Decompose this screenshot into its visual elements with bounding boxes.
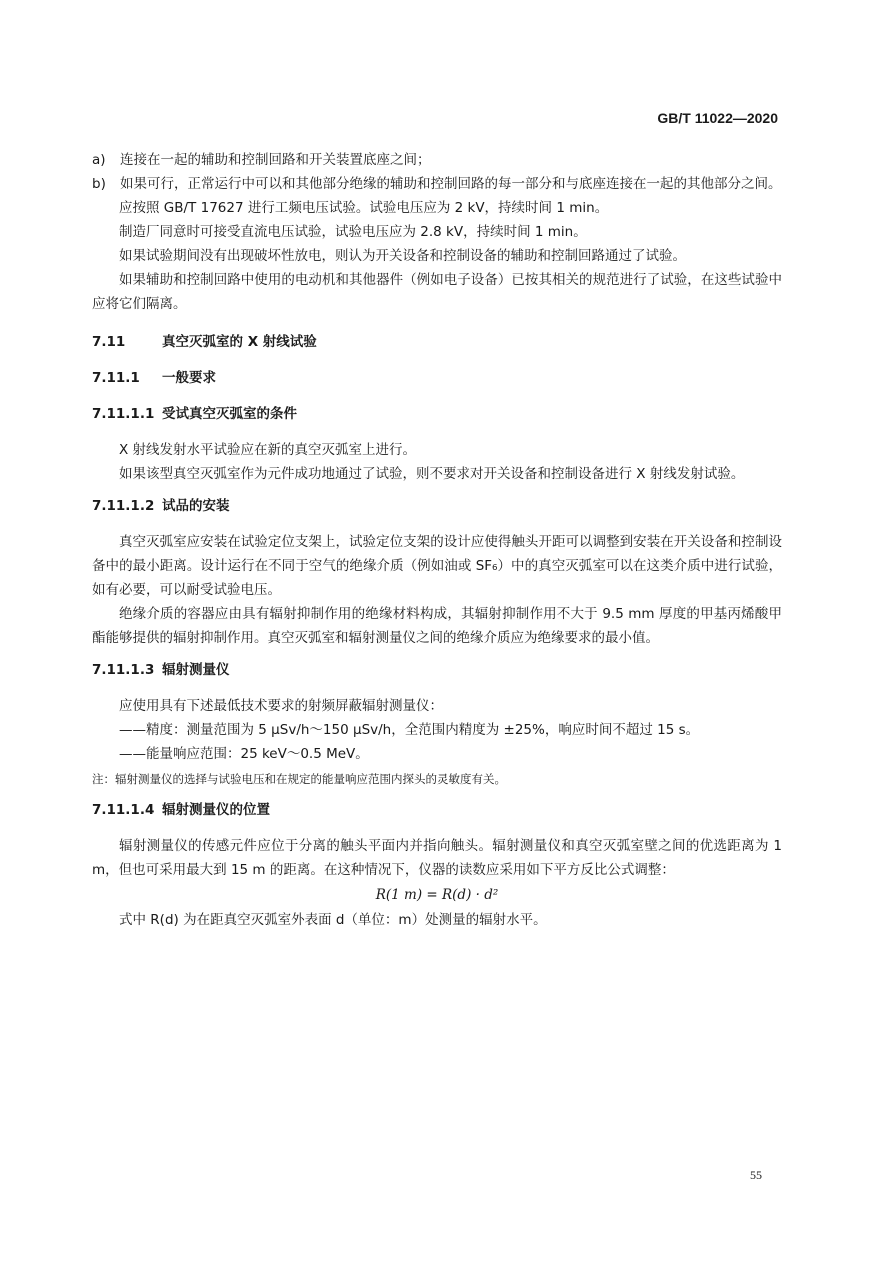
section-heading-7-11-1-4 — [92, 798, 782, 822]
section-number: 7.11.1.3 — [92, 662, 155, 678]
section-number: 7.11.1.2 — [92, 498, 155, 514]
standard-code: GB/T 11022—2020 — [657, 110, 778, 126]
formula: R(1 m) = R(d) · d² — [375, 887, 499, 903]
section-heading-7-11 — [92, 330, 782, 354]
section-title: 真空灭弧室的 X 射线试验 — [162, 334, 317, 350]
section-heading-7-11-1-1 — [92, 402, 782, 426]
requirement-item: ——能量响应范围：25 keV～0.5 MeV。 — [119, 746, 369, 762]
note: 注：辐射测量仪的选择与试验电压和在规定的能量响应范围内探头的灵敏度有关。 — [92, 772, 506, 786]
list-text: 如果可行，正常运行中可以和其他部分绝缘的辅助和控制回路的每一部分和与底座连接在一起的其他部分之间。 — [120, 176, 782, 192]
paragraph: 应使用具有下述最低技术要求的射频屏蔽辐射测量仪： — [119, 698, 443, 714]
paragraph: 真空灭弧室应安装在试验定位支架上，试验定位支架的设计应使得触头开距可以调整到安装在开关设备和控制设备中的最小距离。设计运行在不同于空气的绝缘介质（例如油或 SF₆）中的真空灭弧室可以在这类介质中进行试验，如有必要，可以耐受试验电压。 — [92, 534, 782, 598]
document-body — [92, 148, 782, 932]
section-title: 受试真空灭弧室的条件 — [162, 406, 297, 422]
paragraph: 辐射测量仪的传感元件应位于分离的触头平面内并指向触头。辐射测量仪和真空灭弧室壁之间的优选距离为 1 m，但也可采用最大到 15 m 的距离。在这种情况下，仪器的读数应采用如下平方反比公式调整： — [92, 838, 782, 878]
section-heading-7-11-1-3 — [92, 658, 782, 682]
paragraph: 如果该型真空灭弧室作为元件成功地通过了试验，则不要求对开关设备和控制设备进行 X 射线发射试验。 — [119, 466, 745, 482]
section-number: 7.11.1 — [92, 370, 140, 386]
section-title: 辐射测量仪的位置 — [162, 802, 270, 818]
paragraph: X 射线发射水平试验应在新的真空灭弧室上进行。 — [119, 442, 417, 458]
section-number: 7.11.1.1 — [92, 406, 155, 422]
list-marker: b) — [92, 176, 106, 192]
section-number: 7.11 — [92, 334, 126, 350]
paragraph: 制造厂同意时可接受直流电压试验，试验电压应为 2.8 kV，持续时间 1 min。 — [119, 224, 587, 240]
paragraph: 应按照 GB/T 17627 进行工频电压试验。试验电压应为 2 kV，持续时间 1 min。 — [119, 200, 609, 216]
paragraph: 如果辅助和控制回路中使用的电动机和其他器件（例如电子设备）已按其相关的规范进行了试验，在这些试验中应将它们隔离。 — [92, 272, 782, 312]
requirement-item: ——精度：测量范围为 5 μSv/h～150 μSv/h，全范围内精度为 ±25%，响应时间不超过 15 s。 — [119, 722, 700, 738]
list-marker: a) — [92, 152, 106, 168]
page-number: 55 — [750, 1168, 762, 1182]
list-item-b — [92, 172, 782, 196]
paragraph: 绝缘介质的容器应由具有辐射抑制作用的绝缘材料构成，其辐射抑制作用不大于 9.5 mm 厚度的甲基丙烯酸甲酯能够提供的辐射抑制作用。真空灭弧室和辐射测量仪之间的绝缘介质应为绝缘要求的最小值。 — [92, 606, 782, 646]
section-title: 试品的安装 — [162, 498, 230, 514]
list-item-a — [92, 148, 782, 172]
section-heading-7-11-1 — [92, 366, 782, 390]
section-title: 一般要求 — [162, 370, 216, 386]
section-heading-7-11-1-2 — [92, 494, 782, 518]
paragraph: 如果试验期间没有出现破坏性放电，则认为开关设备和控制设备的辅助和控制回路通过了试验。 — [119, 248, 686, 264]
section-title: 辐射测量仪 — [162, 662, 230, 678]
section-number: 7.11.1.4 — [92, 802, 155, 818]
list-text: 连接在一起的辅助和控制回路和开关装置底座之间； — [120, 152, 431, 168]
paragraph: 式中 R(d) 为在距真空灭弧室外表面 d（单位：m）处测量的辐射水平。 — [119, 912, 547, 928]
